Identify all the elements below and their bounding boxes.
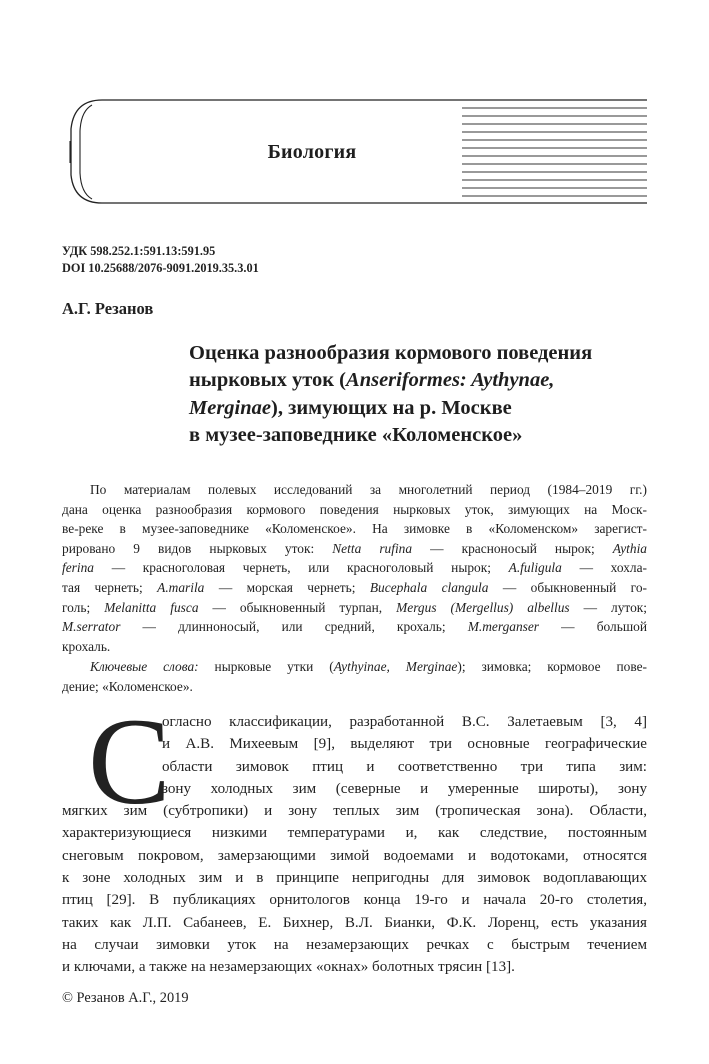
body-line: огласно классификации, разработанной В.С. Залетаевым [3, 4] (162, 714, 647, 730)
body-line: снеговым покровом, замерзающими зимой водоемами и водотоками, относятся (62, 847, 647, 864)
body-line: и ключами, а также на незамерзающих «окнах» болотных трясин [13]. (62, 959, 515, 976)
body-line: зону холодных зим (северные и умеренные широты), зону (162, 780, 647, 797)
body-line: и А.В. Михеевым [9], выделяют три основные географические (162, 736, 647, 753)
abstract-line: ferina — красноголовая чернеть, или красноголовый нырок; A.fuligula — хохла- (62, 560, 647, 576)
keywords-line: дение; «Коломенское». (62, 678, 193, 694)
doi-code: DOI 10.25688/2076-9091.2019.35.3.01 (62, 261, 259, 275)
abstract-line: По материалам полевых исследований за многолетний период (1984–2019 гг.) (90, 482, 647, 497)
keywords-line: Ключевые слова: нырковые утки (Aythyinae, Merginae); зимовка; кормовое пове- (90, 659, 647, 674)
body-line: птиц [29]. В публикациях орнитологов конца 19-го и начала 20-го столетия, (62, 892, 647, 909)
body-line: на случаи зимовки уток на незамерзающих речках с быстрым течением (62, 936, 647, 953)
body-line: к зоне холодных зим и в принципе непригодны для зимовок водоплавающих (62, 870, 647, 887)
section-title: Биология (267, 141, 357, 163)
udc-code: УДК 598.252.1:591.13:591.95 (62, 244, 216, 258)
body-line: таких как Л.П. Сабанеев, Е. Бихнер, В.Л. Бианки, Ф.К. Лоренц, есть указания (62, 914, 647, 931)
body-line: мягких зим (субтропики) и зону теплых зим (тропическая зона). Области, (62, 803, 647, 820)
title-line: в музее-заповеднике «Коломенское» (189, 423, 523, 446)
article-title (189, 340, 659, 449)
abstract-line: рировано 9 видов нырковых уток: Netta rufina — красноносый нырок; Aythia (62, 540, 647, 556)
copyright-notice: © Резанов А.Г., 2019 (62, 990, 189, 1006)
abstract-line: голь; Melanitta fusca — обыкновенный турпан, Mergus (Mergellus) albellus — луток; (62, 599, 647, 615)
abstract-line: ве-реке в музее-заповеднике «Коломенское». На зимовке в «Коломенском» зарегист- (62, 521, 647, 537)
article-codes (62, 243, 259, 277)
body-text (62, 711, 647, 979)
title-line: Оценка разнообразия кормового поведения (189, 342, 593, 364)
abstract (62, 480, 647, 656)
drop-cap: С (88, 693, 171, 830)
abstract-line: M.serrator — длинноносый, или средний, крохаль; M.merganser — большой (62, 619, 647, 635)
abstract-line: тая чернеть; A.marila — морская чернеть; Bucephala clangula — обыкновенный го- (62, 579, 647, 595)
keywords-label: Ключевые слова: (90, 659, 199, 674)
title-line: Merginae), зимующих на р. Москве (189, 396, 512, 419)
body-line: области зимовок птиц и соответственно три типа зим: (162, 758, 647, 775)
abstract-line: крохаль. (62, 638, 111, 654)
section-header (62, 99, 647, 205)
keywords (62, 657, 647, 696)
article-author: А.Г. Резанов (62, 299, 154, 318)
title-line: нырковых уток (Anseriformes: Aythynae, (189, 369, 555, 392)
abstract-line: дана оценка разнообразия кормового поведения нырковых уток, зимующих на Моск- (62, 501, 647, 517)
body-line: характеризующиеся низкими температурами и, как следствие, постоянным (62, 825, 647, 842)
